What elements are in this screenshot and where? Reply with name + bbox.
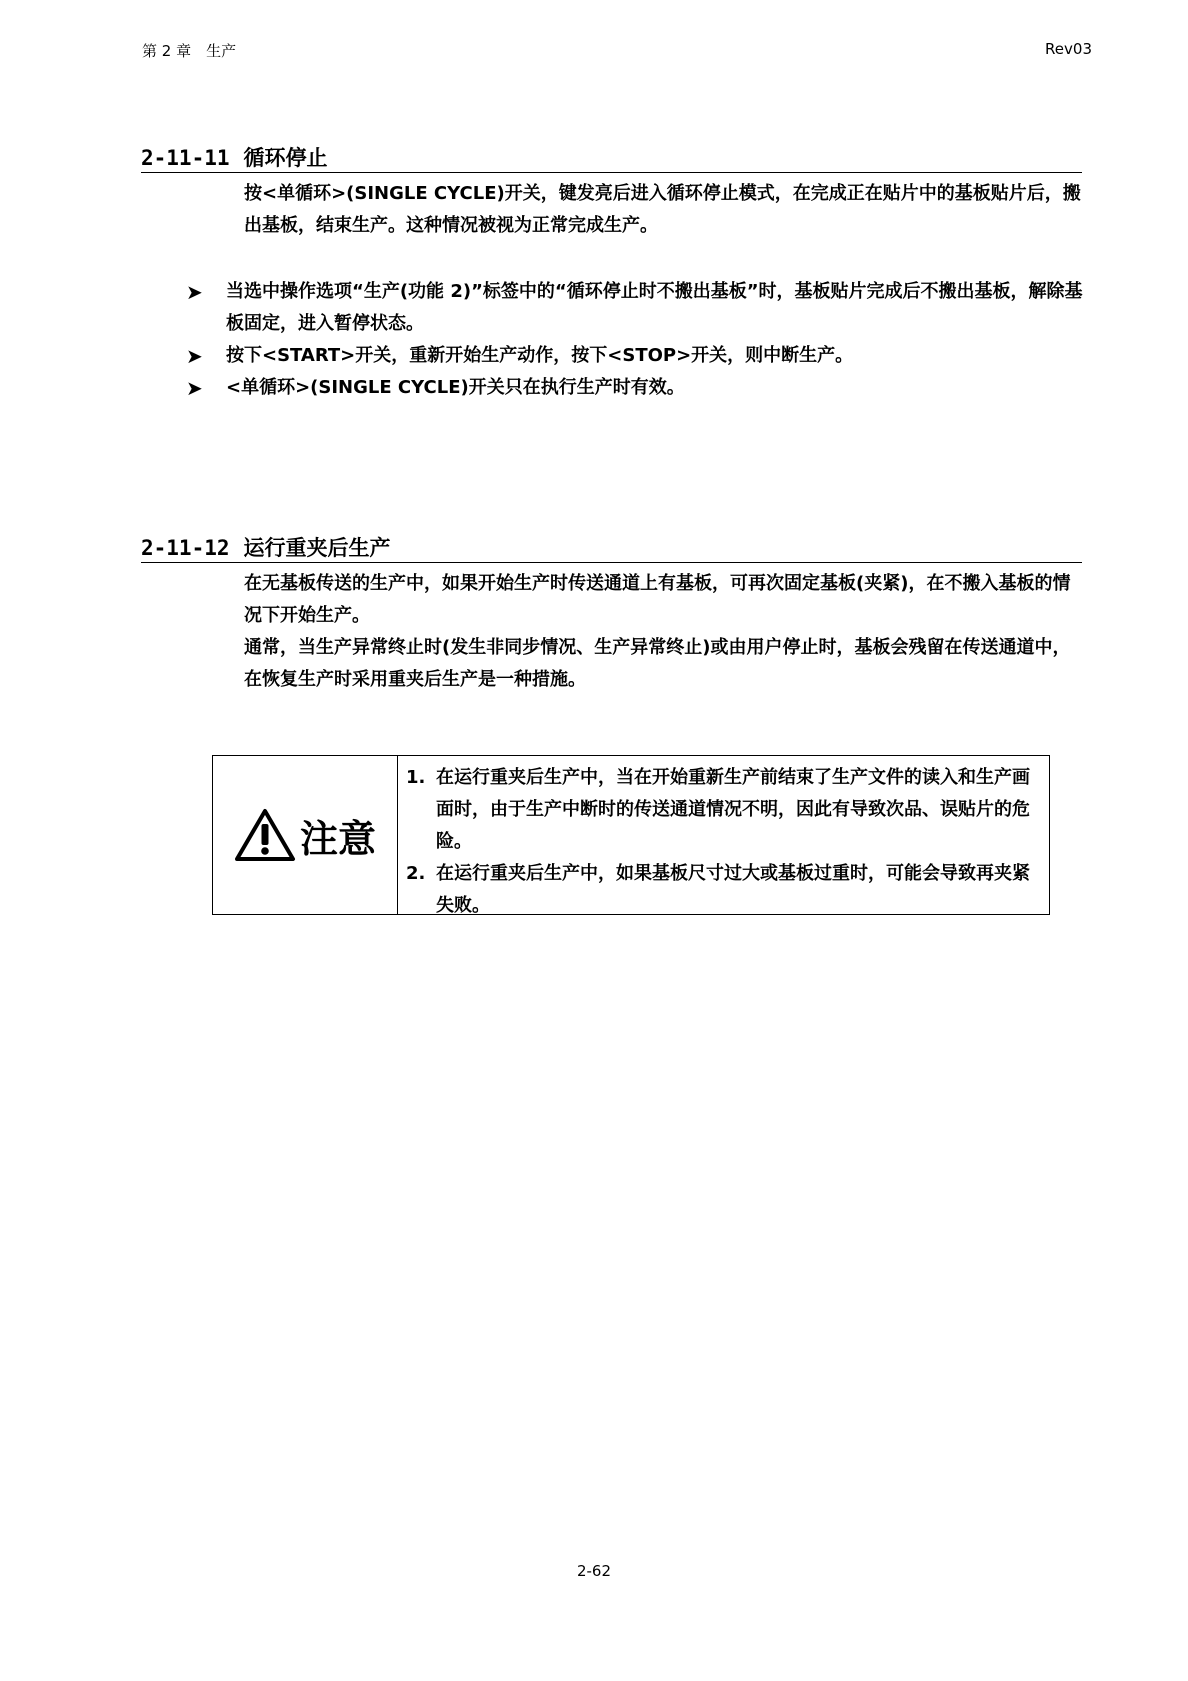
section-number: 2-11-11 — [141, 146, 230, 170]
caution-item — [406, 762, 1031, 858]
caution-box — [212, 755, 1050, 915]
bullet-text: 当选中操作选项“生产(功能 2)”标签中的“循环停止时不搬出基板”时，基板贴片完成后不搬出基板，解除基板固定，进入暂停状态。 — [226, 281, 1083, 334]
caution-item-number: 1. — [406, 767, 426, 788]
section1-paragraph: 按<单循环>(SINGLE CYCLE)开关，键发亮后进入循环停止模式，在完成正在贴片中的基板贴片后，搬出基板，结束生产。这种情况被视为正常完成生产。 — [244, 183, 1081, 236]
page-number: 2-62 — [576, 1562, 612, 1580]
caution-label: 注意 — [299, 816, 376, 861]
section-heading-2-11-12 — [141, 532, 1082, 563]
section2-paragraph: 在无基板传送的生产中，如果开始生产时传送通道上有基板，可再次固定基板(夹紧)，在不搬入基板的情况下开始生产。 — [244, 573, 1071, 626]
bullet-text: 按下<START>开关，重新开始生产动作，按下<STOP>开关，则中断生产。 — [226, 345, 854, 366]
bullet-item — [186, 276, 1086, 340]
bullet-text: <单循环>(SINGLE CYCLE)开关只在执行生产时有效。 — [226, 377, 685, 398]
caution-item-number: 2. — [406, 863, 426, 884]
warning-triangle-icon — [234, 808, 296, 862]
arrow-bullet-icon: ➤ — [186, 376, 203, 400]
section2-paragraph: 通常，当生产异常终止时(发生非同步情况、生产异常终止)或由用户停止时，基板会残留在传送通道中，在恢复生产时采用重夹后生产是一种措施。 — [244, 637, 1071, 690]
arrow-bullet-icon: ➤ — [186, 344, 203, 368]
caution-label-cell — [213, 756, 398, 914]
caution-item-text: 在运行重夹后生产中，当在开始重新生产前结束了生产文件的读入和生产画面时，由于生产中断时的传送通道情况不明，因此有导致次品、误贴片的危险。 — [436, 767, 1030, 852]
section-number: 2-11-12 — [141, 536, 230, 560]
section-title: 循环停止 — [243, 146, 328, 170]
page-header-chapter: 第 2 章 生产 — [142, 42, 237, 60]
section-heading-2-11-11 — [141, 142, 1082, 173]
section-title: 运行重夹后生产 — [243, 536, 391, 560]
section1-bullet-list — [186, 276, 1086, 404]
page-header-revision: Rev03 — [1045, 40, 1092, 58]
arrow-bullet-icon: ➤ — [186, 280, 203, 304]
bullet-item — [186, 372, 1086, 404]
caution-item — [406, 858, 1031, 922]
caution-items — [398, 756, 1049, 914]
caution-item-text: 在运行重夹后生产中，如果基板尺寸过大或基板过重时，可能会导致再夹紧失败。 — [436, 863, 1030, 916]
bullet-item — [186, 340, 1086, 372]
